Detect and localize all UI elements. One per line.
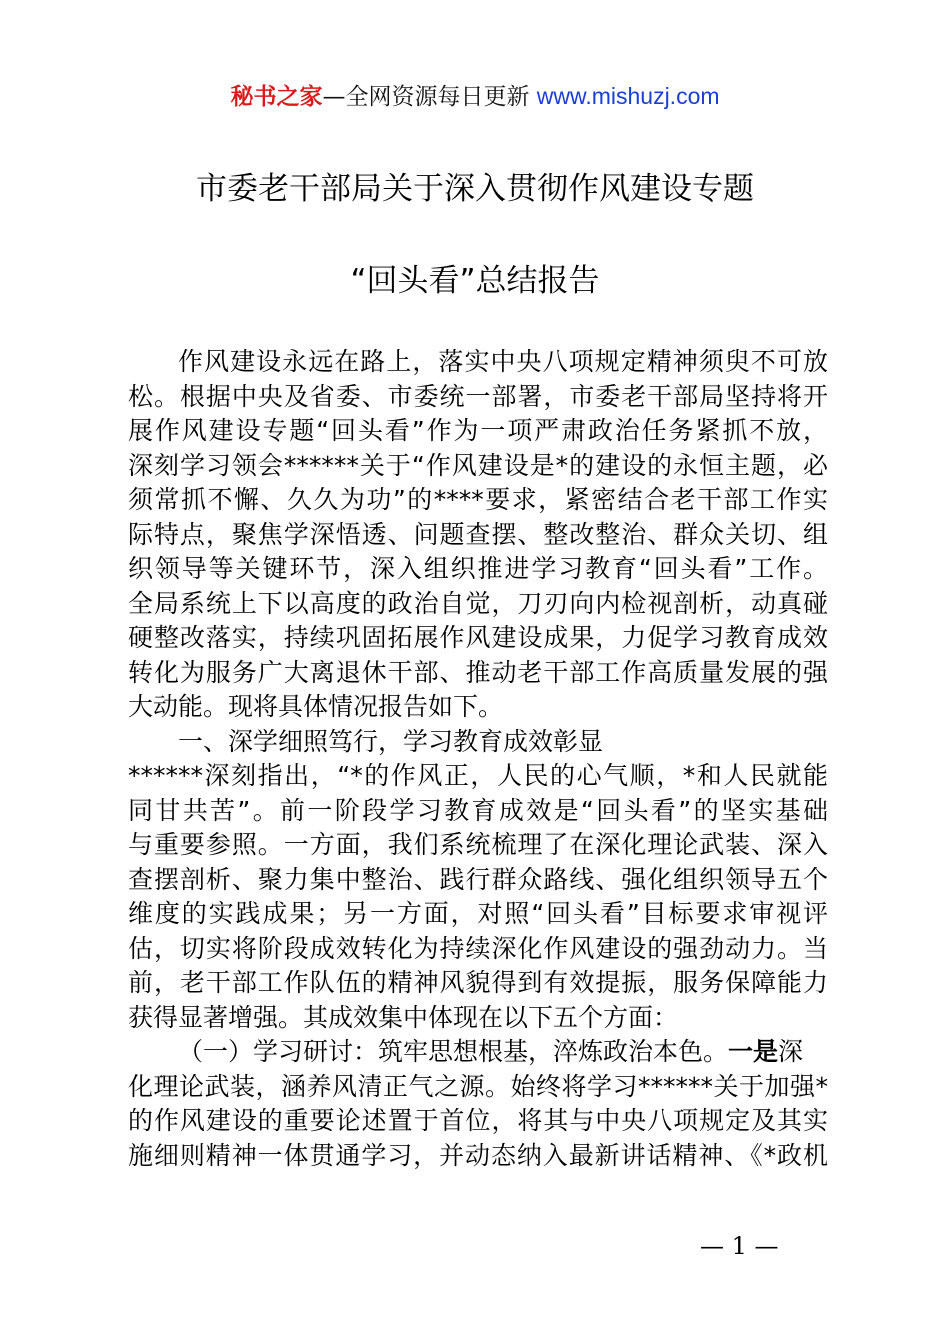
site-header	[0, 80, 950, 113]
body-line: 际特点，聚焦学深悟透、问题查摆、整改整治、群众关切、组	[128, 519, 828, 549]
body-line: 硬整改落实，持续巩固拓展作风建设成果，力促学习教育成效	[128, 623, 828, 652]
site-slogan: —全网资源每日更新	[322, 84, 537, 110]
site-url-link[interactable]: www.mishuzj.com	[536, 83, 720, 109]
body-line: 展作风建设专题“回头看”作为一项严肃政治任务紧抓不放，	[128, 416, 828, 445]
document-title-line-1: 市委老干部局关于深入贯彻作风建设专题	[196, 171, 754, 207]
body-line: 须常抓不懈、久久为功”的****要求，紧密结合老干部工作实	[128, 485, 828, 514]
document-body	[128, 345, 828, 1173]
subsection-heading-line	[128, 1035, 828, 1070]
body-line: 查摆剖析、聚力集中整治、践行群众路线、强化组织领导五个	[128, 864, 828, 894]
body-line: 同甘共苦”。前一阶段学习教育成效是“回头看”的坚实基础	[128, 795, 828, 825]
document-title-line-2: “回头看”总结报告	[350, 263, 600, 299]
section-heading: 一、深学细照笃行，学习教育成效彰显	[178, 726, 604, 756]
subsection-heading: （一）学习研讨：筑牢思想根基，淬炼政治本色。	[178, 1037, 729, 1066]
site-brand: 秘书之家	[230, 84, 323, 110]
body-line: 估，切实将阶段成效转化为持续深化作风建设的强劲动力。当	[128, 933, 828, 963]
page-number: — 1 —	[700, 1232, 779, 1260]
body-line: 获得显著增强。其成效集中体现在以下五个方面：	[128, 1002, 679, 1032]
body-line: 施细则精神一体贯通学习，并动态纳入最新讲话精神、《*政机	[128, 1140, 828, 1170]
body-line: 的作风建设的重要论述置于首位，将其与中央八项规定及其实	[128, 1106, 828, 1135]
body-line: 大动能。现将具体情况报告如下。	[128, 692, 504, 721]
body-line: 前，老干部工作队伍的精神风貌得到有效提振，服务保障能力	[128, 968, 828, 997]
body-line: 织领导等关键环节，深入组织推进学习教育“回头看”工作。	[128, 554, 828, 583]
body-line: 维度的实践成果；另一方面，对照“回头看”目标要求审视评	[128, 899, 828, 928]
body-line: 转化为服务广大离退休干部、推动老干部工作高质量发展的强	[128, 657, 828, 687]
body-text: 深	[778, 1037, 804, 1066]
body-line: 全局系统上下以高度的政治自觉，刀刃向内检视剖析，动真碰	[128, 588, 828, 618]
body-line: 与重要参照。一方面，我们系统梳理了在深化理论武装、深入	[128, 830, 828, 859]
body-line: ******深刻指出，“*的作风正，人民的心气顺，*和人民就能	[128, 761, 828, 790]
body-line: 深刻学习领会******关于“作风建设是*的建设的永恒主题，必	[128, 450, 828, 480]
point-marker: 一是	[728, 1037, 779, 1066]
body-line: 松。根据中央及省委、市委统一部署，市委老干部局坚持将开	[128, 381, 828, 411]
body-line: 作风建设永远在路上，落实中央八项规定精神须臾不可放	[178, 347, 828, 376]
body-line: 化理论武装，涵养风清正气之源。始终将学习******关于加强*	[128, 1071, 828, 1101]
